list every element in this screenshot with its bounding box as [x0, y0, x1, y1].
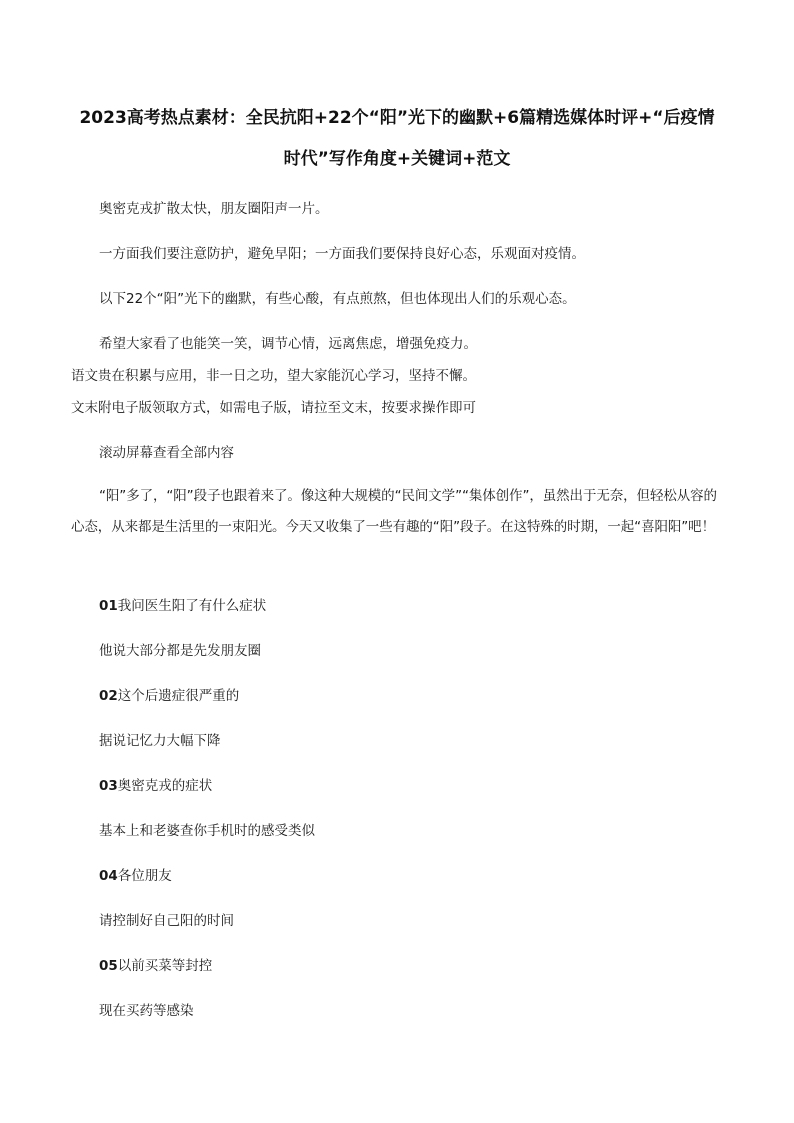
- joke-number: 03: [99, 778, 118, 794]
- joke-setup-02: [99, 687, 239, 705]
- joke-setup-01: [99, 597, 266, 615]
- joke-punchline-01: 他说大部分都是先发朋友圈: [99, 643, 261, 659]
- joke-number: 05: [99, 958, 118, 974]
- joke-number: 01: [99, 598, 118, 614]
- joke-punchline-03: 基本上和老婆查你手机时的感受类似: [99, 823, 315, 839]
- joke-setup-04: [99, 867, 172, 885]
- intro-paragraph-4: 希望大家看了也能笑一笑，调节心情，远离焦虑，增强免疫力。: [99, 336, 477, 352]
- joke-number: 04: [99, 868, 118, 884]
- joke-punchline-02: 据说记忆力大幅下降: [99, 733, 221, 749]
- joke-setup-03: [99, 777, 212, 795]
- scroll-hint: 滚动屏幕查看全部内容: [99, 445, 234, 461]
- document-title: 2023高考热点素材：全民抗阳+22个“阳”光下的幽默+6篇精选媒体时评+“后疫情时代”写作角度+关键词+范文: [79, 108, 715, 169]
- intro-paragraph-1: 奥密克戎扩散太快，朋友圈阳声一片。: [99, 201, 329, 217]
- intro-paragraph-5: 语文贵在积累与应用，非一日之功，望大家能沉心学习，坚持不懈。: [71, 368, 476, 384]
- intro-paragraph-3: 以下22个“阳”光下的幽默，有些心酸，有点煎熬，但也体现出人们的乐观心态。: [99, 291, 576, 307]
- joke-punchline-05: 现在买药等感染: [99, 1003, 194, 1019]
- joke-setup-text: 我问医生阳了有什么症状: [117, 598, 267, 614]
- joke-setup-text: 奥密克戎的症状: [117, 778, 213, 794]
- joke-setup-text: 这个后遗症很严重的: [117, 688, 240, 704]
- joke-punchline-04: 请控制好自己阳的时间: [99, 913, 234, 929]
- intro-paragraph-2: 一方面我们要注意防护，避免早阳；一方面我们要保持良好心态，乐观面对疫情。: [99, 246, 585, 262]
- intro-paragraph-6: 文末附电子版领取方式，如需电子版，请拉至文末，按要求操作即可: [71, 400, 476, 416]
- joke-setup-text: 各位朋友: [117, 868, 172, 884]
- joke-setup-text: 以前买菜等封控: [117, 958, 213, 974]
- joke-number: 02: [99, 688, 118, 704]
- joke-setup-05: [99, 957, 212, 975]
- lead-paragraph: “阳”多了，“阳”段子也跟着来了。像这种大规模的“民间文学”“集体创作”，虽然出于无奈，但轻松从容的心态，从来都是生活里的一束阳光。今天又收集了一些有趣的“阳”段子。在这特殊的时期，一起“喜阳阳”吧！: [71, 488, 717, 535]
